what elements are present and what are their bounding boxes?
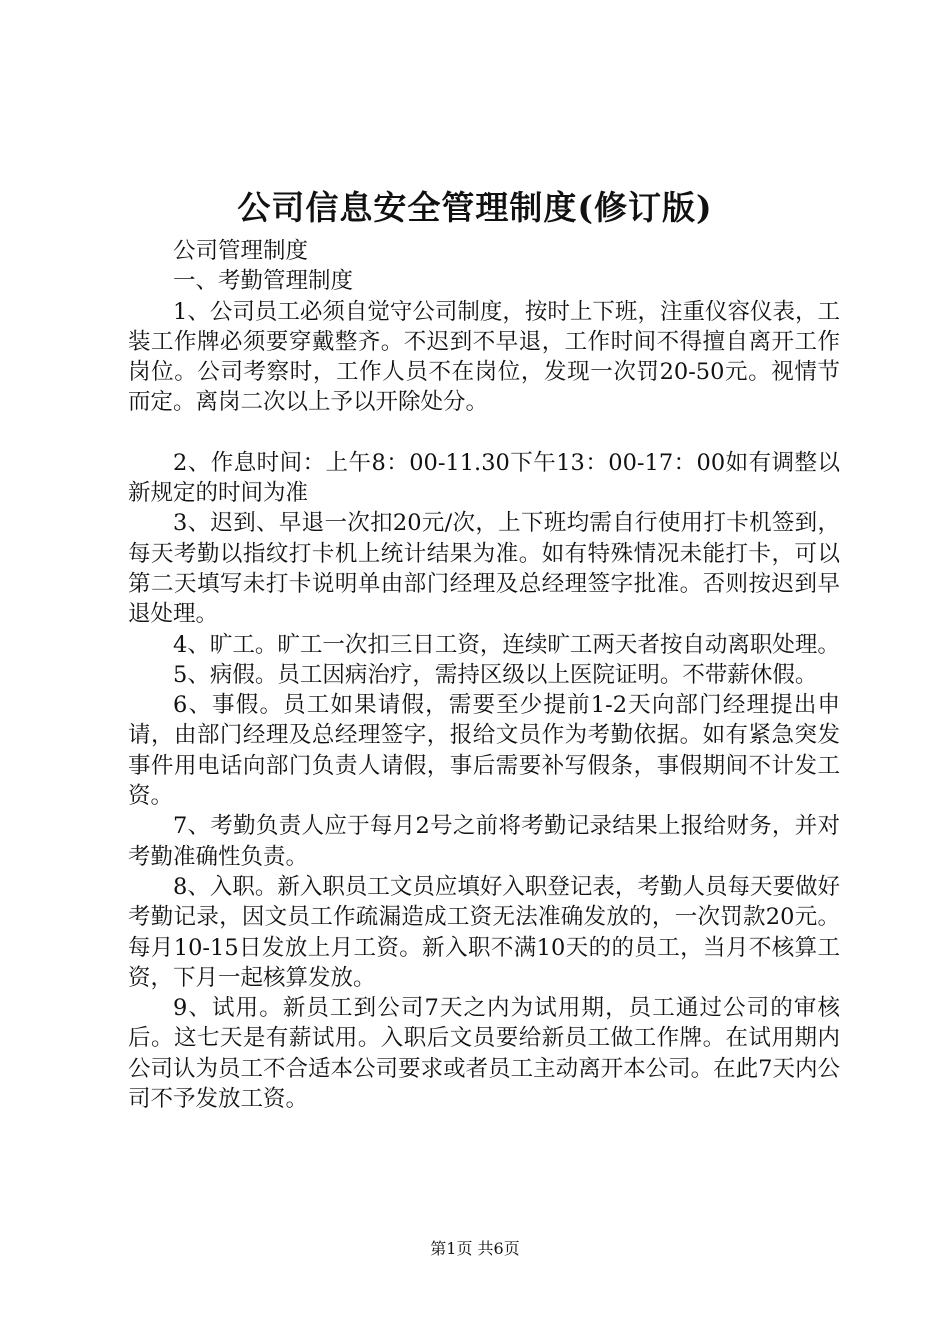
page-number-footer: 第1页 共6页: [430, 1239, 520, 1258]
paragraph-heading: 公司管理制度: [173, 238, 309, 264]
paragraph-item-1: 1、公司员工必须自觉守公司制度，按时上下班，注重仪容仪表，工装工作牌必须要穿戴整齐。不迟到不早退，工作时间不得擅自离开工作岗位。公司考察时，工作人员不在岗位，发现一次罚20-50元。视情节而定。离岗二次以上予以开除处分。: [128, 298, 840, 416]
paragraph-item-2: 2、作息时间：上午8：00-11.30下午13：00-17：00如有调整以新规定的时间为准: [128, 449, 840, 507]
paragraph-item-8: 8、入职。新入职员工文员应填好入职登记表，考勤人员每天要做好考勤记录，因文员工作疏漏造成工资无法准确发放的，一次罚款20元。每月10-15日发放上月工资。新入职不满10天的的员工，当月不核算工资，下月一起核算发放。: [128, 873, 840, 991]
document-body: [128, 236, 840, 1114]
paragraph-item-7: 7、考勤负责人应于每月2号之前将考勤记录结果上报给财务，并对考勤准确性负责。: [128, 813, 840, 870]
paragraph-section-heading: 一、考勤管理制度: [173, 268, 354, 295]
paragraph-item-3: 3、迟到、早退一次扣20元/次，上下班均需自行使用打卡机签到，每天考勤以指纹打卡机上统计结果为准。如有特殊情况未能打卡，可以第二天填写未打卡说明单由部门经理及总经理签字批准。否则按迟到早退处理。: [128, 510, 840, 628]
paragraph-item-4: 4、旷工。旷工一次扣三日工资，连续旷工两天者按自动离职处理。: [173, 631, 840, 658]
document-title: 公司信息安全管理制度(修订版): [237, 188, 713, 227]
paragraph-item-6: 6、事假。员工如果请假，需要至少提前1-2天向部门经理提出申请，由部门经理及总经理签字，报给文员作为考勤依据。如有紧急突发事件用电话向部门负责人请假，事后需要补写假条，事假期间不计发工资。: [128, 692, 840, 810]
paragraph-item-9: 9、试用。新员工到公司7天之内为试用期，员工通过公司的审核后。这七天是有薪试用。入职后文员要给新员工做工作牌。在试用期内公司认为员工不合适本公司要求或者员工主动离开本公司。在此7天内公司不予发放工资。: [128, 995, 840, 1113]
paragraph-item-5: 5、病假。员工因病治疗，需持区级以上医院证明。不带薪休假。: [173, 661, 818, 688]
